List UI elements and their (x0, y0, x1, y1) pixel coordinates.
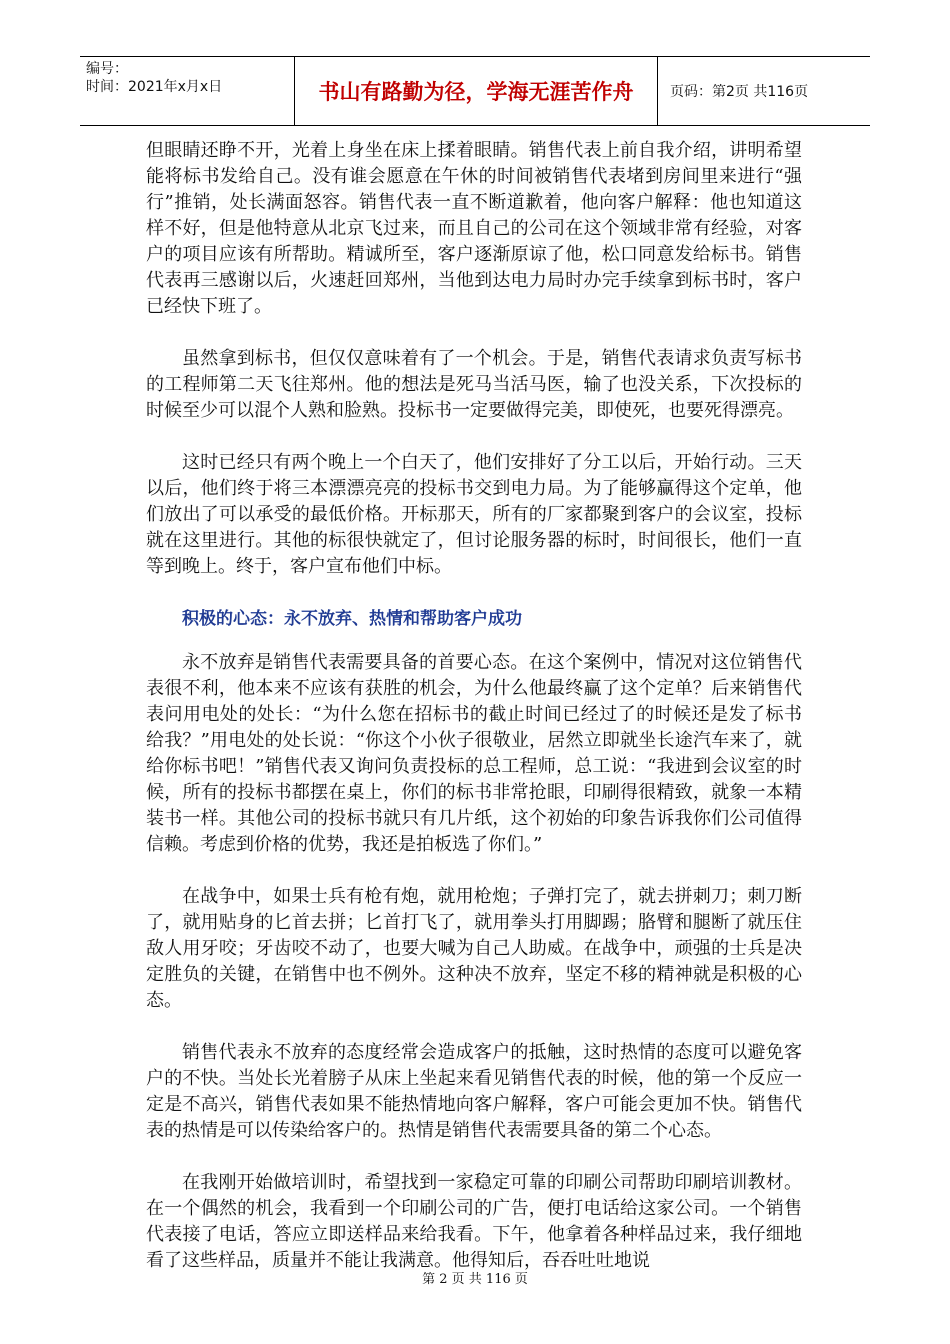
paragraph: 永不放弃是销售代表需要具备的首要心态。在这个案例中，情况对这位销售代表很不利，他本来不应该有获胜的机会，为什么他最终赢了这个定单？后来销售代表问用电处的处长：“为什么您在招标书的截止时间已经过了的时候还是发了标书给我？”用电处的处长说：“你这个小伙子很敬业，居然立即就坐长途汽车来了，就给你标书吧！”销售代表又询问负责投标的总工程师，总工说：“我进到会议室的时候，所有的投标书都摆在桌上，你们的标书非常抢眼，印刷得很精致，就象一本精装书一样。其他公司的投标书就只有几片纸，这个初始的印象告诉我你们公司值得信赖。考虑到价格的优势，我还是拍板选了你们。” (146, 652, 802, 855)
paragraph: 销售代表永不放弃的态度经常会造成客户的抵触，这时热情的态度可以避免客户的不快。当处长光着膀子从床上坐起来看见销售代表的时候，他的第一个反应一定是不高兴，销售代表如果不能热情地向客户解释，客户可能会更加不快。销售代表的热情是可以传染给客户的。热情是销售代表需要具备的第二个心态。 (146, 1042, 802, 1141)
paragraph: 在我刚开始做培训时，希望找到一家稳定可靠的印刷公司帮助印刷培训教材。在一个偶然的机会，我看到一个印刷公司的广告，便打电话给这家公司。一个销售代表接了电话，答应立即送样品来给我看。下午，他拿着各种样品过来，我仔细地看了这些样品，质量并不能让我满意。他得知后，吞吞吐吐地说 (146, 1172, 802, 1271)
paragraph: 在战争中，如果士兵有枪有炮，就用枪炮；子弹打完了，就去拼刺刀；刺刀断了，就用贴身的匕首去拼；匕首打飞了，就用拳头打用脚踢；胳臂和腿断了就压住敌人用牙咬；牙齿咬不动了，也要大喊为自己人助威。在战争中，顽强的士兵是决定胜负的关键，在销售中也不例外。这种决不放弃，坚定不移的精神就是积极的心态。 (146, 886, 802, 1011)
page-header (80, 56, 870, 126)
motto-text: 书山有路勤为径，学海无涯苦作舟 (318, 80, 634, 104)
page-info-text: 页码：第2页 共116页 (670, 84, 809, 100)
document-number-label: 编号： (86, 61, 128, 77)
document-body (146, 138, 802, 1300)
document-time-label: 时间：2021年x月x日 (86, 79, 223, 95)
header-motto (295, 57, 658, 125)
section-heading: 积极的心态：永不放弃、热情和帮助客户成功 (182, 609, 522, 629)
header-meta (80, 57, 295, 125)
header-page-info (658, 57, 870, 125)
paragraph: 虽然拿到标书，但仅仅意味着有了一个机会。于是，销售代表请求负责写标书的工程师第二天飞往郑州。他的想法是死马当活马医，输了也没关系，下次投标的时候至少可以混个人熟和脸熟。投标书一定要做得完美，即使死，也要死得漂亮。 (146, 348, 802, 421)
paragraph: 这时已经只有两个晚上一个白天了，他们安排好了分工以后，开始行动。三天以后，他们终于将三本漂漂亮亮的投标书交到电力局。为了能够赢得这个定单，他们放出了可以承受的最低价格。开标那天，所有的厂家都聚到客户的会议室，投标就在这里进行。其他的标很快就定了，但讨论服务器的标时，时间很长，他们一直等到晚上。终于，客户宣布他们中标。 (146, 452, 802, 577)
paragraph: 但眼睛还睁不开，光着上身坐在床上揉着眼睛。销售代表上前自我介绍，讲明希望能将标书发给自己。没有谁会愿意在午休的时间被销售代表堵到房间里来进行“强行”推销，处长满面怒容。销售代表一直不断道歉着，他向客户解释：他也知道这样不好，但是他特意从北京飞过来，而且自己的公司在这个领域非常有经验，对客户的项目应该有所帮助。精诚所至，客户逐渐原谅了他，松口同意发给标书。销售代表再三感谢以后，火速赶回郑州，当他到达电力局时办完手续拿到标书时，客户已经快下班了。 (146, 140, 802, 317)
page-footer: 第 2 页 共 116 页 (422, 1272, 528, 1287)
